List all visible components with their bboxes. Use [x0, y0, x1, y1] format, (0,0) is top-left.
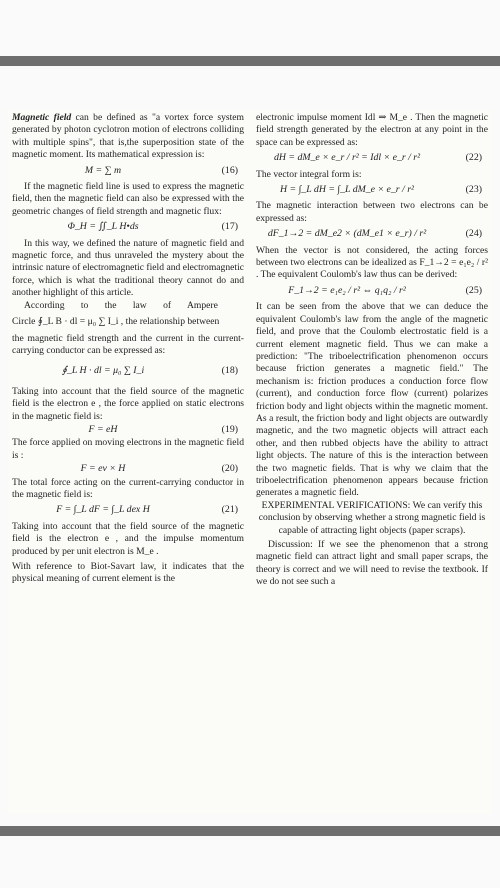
- article-page: [8, 110, 492, 814]
- paragraph: When the vector is not considered, the acting forces between two electrons can be idealized as F_1→2 = e₁e₂ / r² . The equivalent Coulomb's law thus can be derived:: [256, 244, 488, 281]
- equation-17: [12, 221, 244, 233]
- equation-body: dF_1→2 = dM_e2 × (dM_e1 × e_r) / r²: [267, 228, 427, 240]
- paragraph-discussion: Discussion: If we see the phenomenon that a strong magnetic field can attract light and small paper scraps, the theory is correct and we will need to revise the textbook. If we do not see such a: [256, 539, 488, 588]
- paragraph-experimental: [256, 500, 488, 537]
- equation-body: F = ev × H: [80, 463, 126, 475]
- paragraph: In this way, we defined the nature of magnetic field and magnetic force, and thus unraveled the mystery about the intrinsic nature of electromagnetic field and electromagnetic force, which is what the traditional theory cannot do and another highlight of this article.: [12, 237, 244, 299]
- equation-24: [256, 228, 488, 240]
- equation-number: (16): [221, 164, 238, 176]
- equation-body: ∮_L H · dl = μ₀ ∑ I_i: [61, 365, 145, 377]
- paragraph: The vector integral form is:: [256, 168, 362, 180]
- right-column: [256, 112, 488, 589]
- equation-20: [12, 463, 244, 475]
- equation-number: (17): [221, 221, 238, 233]
- equation-23: [256, 184, 488, 196]
- term-magnetic-field: Magnetic field: [12, 112, 72, 123]
- equation-body: F_1→2 = e₁e₂ / r² ⇔ q₁q₂ / r²: [288, 284, 406, 296]
- equation-body: F = ∫_L dF = ∫_L dex H: [56, 504, 150, 516]
- paragraph: Taking into account that the field source of the magnetic field is the electron e , and the impulse momentum produced by per unit electron is M_e .: [12, 520, 244, 557]
- equation-number: (22): [465, 152, 482, 164]
- equation-number: (23): [465, 184, 482, 196]
- equation-body: dH = dM_e × e_r / r² = Idl × e_r / r²: [273, 152, 421, 164]
- equation-body: Φ_H = ∬_L H•ds: [67, 221, 139, 233]
- paragraph-text: We can verify this conclusion by observing whether a strong magnetic field is capable of attracting light objects (paper scraps).: [258, 499, 486, 536]
- paragraph: With reference to Biot-Savart law, it indicates that the physical meaning of current element is the: [12, 561, 244, 585]
- equation-19: [12, 424, 244, 436]
- paragraph-text: can be defined as "a vortex force system generated by photon cyclotron motion of electrons colliding with multiple spins", that is,the superposition state of the magnetic moment. Its mathematical expression is:: [12, 112, 244, 161]
- equation-16: [12, 165, 244, 177]
- equation-number: (18): [221, 365, 238, 377]
- paragraph: electronic impulse moment Idl ⇒ M_e . Then the magnetic field strength generated by the electron at any point in the space can be expressed as:: [256, 112, 488, 148]
- paragraph: The force applied on moving electrons in the magnetic field is :: [12, 437, 244, 461]
- equation-18: [12, 365, 244, 377]
- paragraph: The total force acting on the current-carrying conductor in the magnetic field is:: [12, 476, 244, 500]
- equation-number: (20): [221, 463, 238, 475]
- equation-21: [12, 504, 244, 516]
- equation-number: (25): [465, 284, 482, 296]
- paragraph: According to the law of Ampere: [24, 299, 218, 311]
- equation-22: [256, 152, 488, 164]
- top-bar: [0, 56, 500, 66]
- equation-number: (21): [221, 504, 238, 516]
- equation-number: (24): [465, 228, 482, 240]
- paragraph: If the magnetic field line is used to express the magnetic field, then the magnetic field can also be expressed with the geometric changes of field strength and magnetic flux:: [12, 181, 244, 217]
- paragraph: the magnetic field strength and the current in the current-carrying conductor can be expressed as:: [12, 332, 244, 356]
- bottom-bar: [0, 826, 500, 836]
- equation-body: F = eH: [88, 423, 118, 435]
- equation-body: M = ∑ m: [84, 164, 122, 176]
- equation-body: H = ∫_L dH = ∫_L dM_e × e_r / r²: [280, 184, 414, 196]
- left-column: [12, 112, 244, 586]
- paragraph: Taking into account that the field source of the magnetic field is the electron e , the force applied on static electrons in the magnetic field is:: [12, 385, 244, 422]
- ampere-law-inline: Circle ∮_L B · dl = μ₀ ∑ I_i , the relationship between: [12, 316, 220, 328]
- paragraph: It can be seen from the above that we can deduce the equivalent Coulomb's law from the angle of the magnetic field, and prove that the Coulomb electrostatic field is a current element magnetic field. Thus we can make a prediction: "The triboelectrification phenomenon occurs because friction generates a magnetic field." The mechanism is: friction produces a conduction force flow (current), and conduction force flow (current) polarizes friction body and light objects within the magnetic moment. As a result, the friction body and light objects are outwardly magnetic, and the two magnetic objects will attract each other, and then rubbed objects have the ability to attract light objects. The nature of this is the interaction between the two magnetic fields. That is why we claim that the triboelectrification phenomenon appears because friction generates a magnetic field.: [256, 301, 488, 499]
- paragraph-magnetic-field: [12, 112, 244, 162]
- equation-number: (19): [221, 423, 238, 435]
- equation-25: [256, 285, 488, 297]
- paragraph: The magnetic interaction between two electrons can be expressed as:: [256, 200, 488, 224]
- heading-experimental-verifications: EXPERIMENTAL VERIFICATIONS:: [261, 499, 411, 511]
